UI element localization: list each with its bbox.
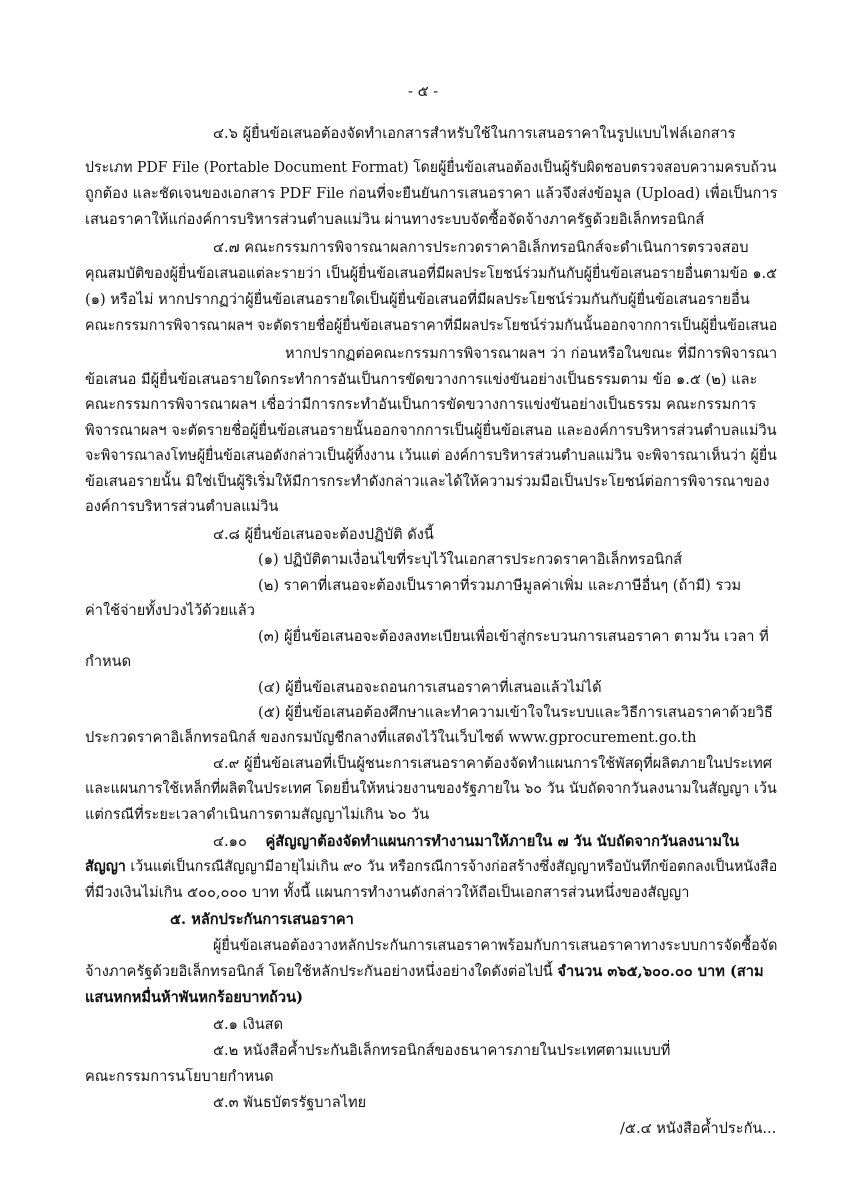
para-4-7-line-8: พิจารณาผลฯ จะตัดรายชื่อผู้ยื่นข้อเสนอรายนั้นออกจากการเป็นผู้ยื่นข้อเสนอ และองค์การบริหารส่วนตำบลแม่วิน — [85, 422, 777, 439]
para-4-7-line-6: ข้อเสนอ มีผู้ยื่นข้อเสนอรายใดกระทำการอันเป็นการขัดขวางการแข่งขันอย่างเป็นธรรมตาม ข้อ ๑.๕ (๒) และ — [85, 371, 758, 388]
section-5-line-1: ผู้ยื่นข้อเสนอต้องวางหลักประกันการเสนอราคาพร้อมกับการเสนอราคาทางระบบการจัดซื้อจัด — [213, 937, 778, 954]
para-4-7-line-3: (๑) หรือไม่ หากปรากฏว่าผู้ยื่นข้อเสนอรายใดเป็นผู้ยื่นข้อเสนอที่มีผลประโยชน์ร่วมกันกับผู้ยื่นข้อเสนอรายอื่น — [85, 291, 750, 308]
para-4-7-line-11: องค์การบริหารส่วนตำบลแม่วิน — [85, 498, 279, 515]
section-5-item-3: ๕.๓ พันธบัตรรัฐบาลไทย — [213, 1094, 367, 1111]
section-5-amount-words: แสนหกหมื่นห้าพันหกร้อยบาทถ้วน) — [85, 989, 303, 1006]
para-4-7-line-2: คุณสมบัติของผู้ยื่นข้อเสนอแต่ละรายว่า เป็นผู้ยื่นข้อเสนอที่มีผลประโยชน์ร่วมกันกับผู้ยื่นข้อเสนอรายอื่นตามข้อ ๑.๕ — [85, 265, 777, 282]
para-4-7-line-10: ข้อเสนอรายนั้น มิใช่เป็นผู้ริเริ่มให้มีการกระทำดังกล่าวและได้ให้ความร่วมมือเป็นประโยชน์ต่อการพิจารณาของ — [85, 473, 770, 490]
para-4-10-line-3: ที่มีวงเงินไม่เกิน ๕๐๐,๐๐๐ บาท ทั้งนี้ แผนการทำงานดังกล่าวให้ถือเป็นเอกสารส่วนหนึ่งของสัญญา — [85, 884, 690, 901]
section-5-item-2: ๕.๒ หนังสือค้ำประกันอิเล็กทรอนิกส์ของธนาคารภายในประเทศตามแบบที่ — [213, 1042, 671, 1059]
section-5-line-2 — [85, 962, 764, 982]
continuation-note: /๕.๔ หนังสือค้ำประกัน... — [620, 1120, 777, 1137]
para-4-9-line-1: ๔.๙ ผู้ยื่นข้อเสนอที่เป็นผู้ชนะการเสนอราคาต้องจัดทำแผนการใช้พัสดุที่ผลิตภายในประเทศ — [213, 755, 773, 772]
para-4-7-line-7: คณะกรรมการพิจารณาผลฯ เชื่อว่ามีการกระทำอันเป็นการขัดขวางการแข่งขันอย่างเป็นธรรม คณะกรรมการ — [85, 396, 757, 413]
para-4-7-line-5: หากปรากฏต่อคณะกรรมการพิจารณาผลฯ ว่า ก่อนหรือในขณะ ที่มีการพิจารณา — [285, 345, 778, 362]
para-4-8-item-3: (๓) ผู้ยื่นข้อเสนอจะต้องลงทะเบียนเพื่อเข้าสู่กระบวนการเสนอราคา ตามวัน เวลา ที่ — [258, 628, 769, 645]
para-4-10-number: ๔.๑๐ — [213, 833, 247, 850]
para-4-10-line-2-text: เว้นแต่เป็นกรณีสัญญามีอายุไม่เกิน ๙๐ วัน หรือกรณีการจ้างก่อสร้างซึ่งสัญญาหรือบันทึกข้อตกลงเป็นหนังสือ — [125, 858, 778, 875]
para-4-10-line-2 — [85, 857, 777, 877]
para-4-6-line-1: ๔.๖ ผู้ยื่นข้อเสนอต้องจัดทำเอกสารสำหรับใช้ในการเสนอราคาในรูปแบบไฟล์เอกสาร — [213, 125, 736, 142]
para-4-8-item-2: (๒) ราคาที่เสนอจะต้องเป็นราคาที่รวมภาษีมูลค่าเพิ่ม และภาษีอื่นๆ (ถ้ามี) รวม — [258, 577, 742, 594]
para-4-8-item-5-cont: ประกวดราคาอิเล็กทรอนิกส์ ของกรมบัญชีกลางที่แสดงไว้ในเว็บไซต์ www.gprocurement.go.th — [85, 729, 697, 746]
para-4-10-bold-text: คู่สัญญาต้องจัดทำแผนการทำงานมาให้ภายใน ๗ วัน นับถัดจากวันลงนามใน — [265, 833, 740, 850]
para-4-8-item-5: (๕) ผู้ยื่นข้อเสนอต้องศึกษาและทำความเข้าใจในระบบและวิธีการเสนอราคาด้วยวิธี — [258, 704, 773, 721]
section-5-item-1: ๕.๑ เงินสด — [213, 1016, 284, 1033]
para-4-8-heading: ๔.๘ ผู้ยื่นข้อเสนอจะต้องปฏิบัติ ดังนี้ — [213, 526, 434, 543]
page-number: - ๕ - — [408, 83, 439, 100]
para-4-8-item-2-cont: ค่าใช้จ่ายทั้งปวงไว้ด้วยแล้ว — [85, 602, 255, 619]
section-5-amount: จำนวน ๓๖๕,๖๐๐.๐๐ บาท (สาม — [557, 963, 764, 980]
para-4-8-item-4: (๔) ผู้ยื่นข้อเสนอจะถอนการเสนอราคาที่เสนอแล้วไม่ได้ — [258, 679, 602, 696]
para-4-8-item-3-cont: กำหนด — [85, 653, 132, 670]
para-4-7-line-9: จะพิจารณาลงโทษผู้ยื่นข้อเสนอดังกล่าวเป็นผู้ทิ้งงาน เว้นแต่ องค์การบริหารส่วนตำบลแม่วิน จะพิจารณาเห็นว่า ผู้ยื่น — [85, 447, 777, 464]
section-5-line-2-text: จ้างภาครัฐด้วยอิเล็กทรอนิกส์ โดยใช้หลักประกันอย่างหนึ่งอย่างใดดังต่อไปนี้ — [85, 963, 558, 980]
para-4-8-item-1: (๑) ปฏิบัติตามเงื่อนไขที่ระบุไว้ในเอกสารประกวดราคาอิเล็กทรอนิกส์ — [258, 551, 683, 568]
para-4-9-line-3: แต่กรณีที่ระยะเวลาดำเนินการตามสัญญาไม่เกิน ๖๐ วัน — [85, 806, 430, 823]
para-4-6-line-4: เสนอราคาให้แก่องค์การบริหารส่วนตำบลแม่วิน ผ่านทางระบบจัดซื้อจัดจ้างภาครัฐด้วยอิเล็กทรอนิกส์ — [85, 211, 705, 228]
para-4-10-bold-word: สัญญา — [85, 858, 126, 875]
para-4-7-line-1: ๔.๗ คณะกรรมการพิจารณาผลการประกวดราคาอิเล็กทรอนิกส์จะดำเนินการตรวจสอบ — [213, 239, 749, 256]
section-5-heading: ๕. หลักประกันการเสนอราคา — [170, 911, 354, 928]
para-4-7-line-4: คณะกรรมการพิจารณาผลฯ จะตัดรายชื่อผู้ยื่นข้อเสนอราคาที่มีผลประโยชน์ร่วมกันนั้นออกจากการเป็นผู้ยื่นข้อเสนอ — [85, 317, 778, 334]
section-5-item-2-cont: คณะกรรมการนโยบายกำหนด — [85, 1068, 274, 1085]
para-4-10-line-1 — [213, 832, 739, 852]
para-4-6-line-2: ประเภท PDF File (Portable Document Format) โดยผู้ยื่นข้อเสนอต้องเป็นผู้รับผิดชอบตรวจสอบความครบถ้วน — [85, 159, 777, 176]
para-4-6-line-3: ถูกต้อง และชัดเจนของเอกสาร PDF File ก่อนที่จะยืนยันการเสนอราคา แล้วจึงส่งข้อมูล (Upload) เพื่อเป็นการ — [85, 185, 778, 202]
para-4-9-line-2: และแผนการใช้เหล็กที่ผลิตในประเทศ โดยยื่นให้หน่วยงานของรัฐภายใน ๖๐ วัน นับถัดจากวันลงนามในสัญญา เว้น — [85, 780, 777, 797]
